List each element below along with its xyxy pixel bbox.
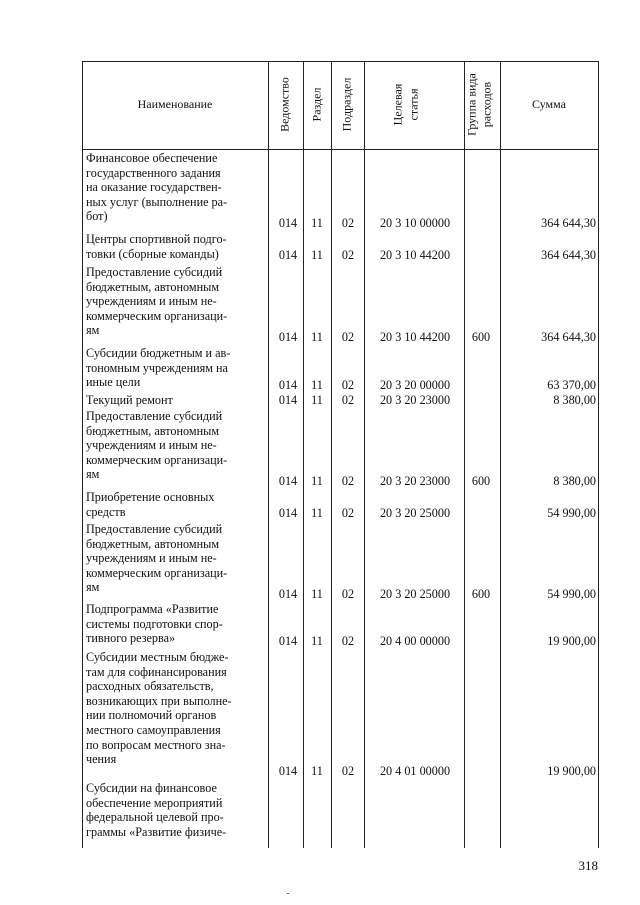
cell-celevaya: 20 3 10 44200 xyxy=(379,330,451,344)
cell-razdel: 11 xyxy=(311,248,323,262)
row-name xyxy=(86,151,260,224)
cell-summa: 63 370,00 xyxy=(547,378,596,392)
cell-razdel: 11 xyxy=(311,216,323,230)
header-gruppa-2: расходов xyxy=(479,81,494,128)
row-name xyxy=(86,232,260,261)
name-line: иные цели xyxy=(86,375,141,390)
column-border xyxy=(500,61,501,848)
cell-ved: 014 xyxy=(278,764,298,778)
cell-ved: 014 xyxy=(278,506,298,520)
cell-celevaya: 20 3 20 25000 xyxy=(379,506,451,520)
cell-razdel: 11 xyxy=(311,474,323,488)
cell-podrazdel: 02 xyxy=(341,506,355,520)
name-line: Предоставление субсидий xyxy=(86,409,223,423)
name-line: товки (сборные команды) xyxy=(86,246,219,261)
cell-celevaya: 20 4 00 00000 xyxy=(379,634,451,648)
name-line: Финансовое обеспечение xyxy=(86,151,218,165)
header-podrazdel: Подраздел xyxy=(339,77,354,132)
cell-podrazdel: 02 xyxy=(341,248,355,262)
row-name xyxy=(86,650,260,767)
scan-speck xyxy=(287,893,289,894)
name-line: тономным учреждениям на xyxy=(86,360,228,375)
cell-summa: 19 900,00 xyxy=(547,634,596,648)
header-summa: Сумма xyxy=(532,97,566,111)
cell-celevaya: 20 3 10 44200 xyxy=(379,248,451,262)
header-ved: Ведомство xyxy=(277,77,292,132)
cell-razdel: 11 xyxy=(311,393,323,407)
cell-celevaya: 20 3 20 23000 xyxy=(379,474,451,488)
name-line: коммерческим организаци- xyxy=(86,452,228,467)
cell-razdel: 11 xyxy=(311,587,323,601)
name-line: Подпрограмма «Развитие xyxy=(86,602,219,616)
name-line: тивного резерва» xyxy=(86,631,176,646)
name-line: Предоставление субсидий xyxy=(86,522,223,536)
cell-podrazdel: 02 xyxy=(341,378,355,392)
name-line: государственного задания xyxy=(86,165,221,180)
cell-podrazdel: 02 xyxy=(341,474,355,488)
cell-summa: 19 900,00 xyxy=(547,764,596,778)
header-razdel: Раздел xyxy=(309,87,324,122)
name-line: Текущий ремонт xyxy=(86,393,173,407)
header-bottom-border xyxy=(82,149,599,150)
cell-ved: 014 xyxy=(278,634,298,648)
cell-podrazdel: 02 xyxy=(341,634,355,648)
cell-ved: 014 xyxy=(278,216,298,230)
name-line: федеральной целевой про- xyxy=(86,810,224,825)
cell-podrazdel: 02 xyxy=(341,216,355,230)
name-line: бот) xyxy=(86,209,108,224)
cell-podrazdel: 02 xyxy=(341,330,355,344)
column-border xyxy=(303,61,304,848)
name-line: Субсидии на финансовое xyxy=(86,781,217,795)
cell-gruppa: 600 xyxy=(471,330,491,344)
cell-celevaya: 20 3 10 00000 xyxy=(379,216,451,230)
header-gruppa-1: Группа вида xyxy=(464,73,479,136)
cell-summa: 364 644,30 xyxy=(541,248,596,262)
name-line: по вопросам местного зна- xyxy=(86,737,226,752)
column-border xyxy=(331,61,332,848)
name-line: на оказание государствен- xyxy=(86,180,222,195)
cell-summa: 54 990,00 xyxy=(547,506,596,520)
cell-razdel: 11 xyxy=(311,378,323,392)
row-name xyxy=(86,393,260,408)
cell-ved: 014 xyxy=(278,393,298,407)
cell-summa: 54 990,00 xyxy=(547,587,596,601)
name-line: нии полномочий органов xyxy=(86,708,217,723)
name-line: Субсидии местным бюдже- xyxy=(86,650,229,664)
name-line: ных услуг (выполнение ра- xyxy=(86,194,228,209)
name-line: коммерческим организаци- xyxy=(86,565,228,580)
cell-gruppa: 600 xyxy=(471,587,491,601)
cell-podrazdel: 02 xyxy=(341,587,355,601)
cell-ved: 014 xyxy=(278,330,298,344)
column-border xyxy=(598,61,599,848)
name-line: системы подготовки спор- xyxy=(86,616,223,631)
name-line: бюджетным, автономным xyxy=(86,536,220,551)
column-border xyxy=(82,61,83,848)
name-line: граммы «Развитие физиче- xyxy=(86,824,227,839)
name-line: ям xyxy=(86,467,100,482)
column-border xyxy=(464,61,465,848)
header-name: Наименование xyxy=(137,97,213,111)
name-line: коммерческим организаци- xyxy=(86,308,228,323)
name-line: расходных обязательств, xyxy=(86,679,214,694)
name-line: Субсидии бюджетным и ав- xyxy=(86,346,231,360)
name-line: возникающих при выполне- xyxy=(86,693,232,708)
name-line: учреждениям и иным не- xyxy=(86,294,217,309)
cell-gruppa: 600 xyxy=(471,474,491,488)
row-name xyxy=(86,781,260,839)
row-name xyxy=(86,265,260,338)
name-line: ям xyxy=(86,323,100,338)
cell-summa: 364 644,30 xyxy=(541,216,596,230)
cell-razdel: 11 xyxy=(311,330,323,344)
name-line: местного самоуправления xyxy=(86,722,221,737)
cell-ved: 014 xyxy=(278,587,298,601)
name-line: ям xyxy=(86,580,100,595)
cell-summa: 364 644,30 xyxy=(541,330,596,344)
row-name xyxy=(86,522,260,595)
cell-celevaya: 20 4 01 00000 xyxy=(379,764,451,778)
name-line: бюджетным, автономным xyxy=(86,423,220,438)
cell-celevaya: 20 3 20 25000 xyxy=(379,587,451,601)
name-line: учреждениям и иным не- xyxy=(86,438,217,453)
cell-ved: 014 xyxy=(278,248,298,262)
cell-ved: 014 xyxy=(278,378,298,392)
cell-summa: 8 380,00 xyxy=(553,474,596,488)
header-celevaya-2: статья xyxy=(406,88,421,121)
name-line: Предоставление субсидий xyxy=(86,265,223,279)
name-line: чения xyxy=(86,752,117,767)
cell-celevaya: 20 3 20 23000 xyxy=(379,393,451,407)
cell-podrazdel: 02 xyxy=(341,393,355,407)
page-number: 318 xyxy=(578,858,598,873)
header-celevaya-1: Целевая xyxy=(390,83,405,126)
name-line: средств xyxy=(86,504,126,519)
cell-podrazdel: 02 xyxy=(341,764,355,778)
row-name xyxy=(86,602,260,646)
cell-razdel: 11 xyxy=(311,764,323,778)
row-name xyxy=(86,409,260,482)
name-line: учреждениям и иным не- xyxy=(86,551,217,566)
column-border xyxy=(268,61,269,848)
name-line: Приобретение основных xyxy=(86,490,215,504)
column-border xyxy=(364,61,365,848)
cell-summa: 8 380,00 xyxy=(553,393,596,407)
row-name xyxy=(86,490,260,519)
name-line: Центры спортивной подго- xyxy=(86,232,227,246)
cell-razdel: 11 xyxy=(311,634,323,648)
name-line: там для софинансирования xyxy=(86,664,227,679)
cell-ved: 014 xyxy=(278,474,298,488)
cell-celevaya: 20 3 20 00000 xyxy=(379,378,451,392)
row-name xyxy=(86,346,260,390)
cell-razdel: 11 xyxy=(311,506,323,520)
name-line: обеспечение мероприятий xyxy=(86,795,223,810)
name-line: бюджетным, автономным xyxy=(86,279,220,294)
